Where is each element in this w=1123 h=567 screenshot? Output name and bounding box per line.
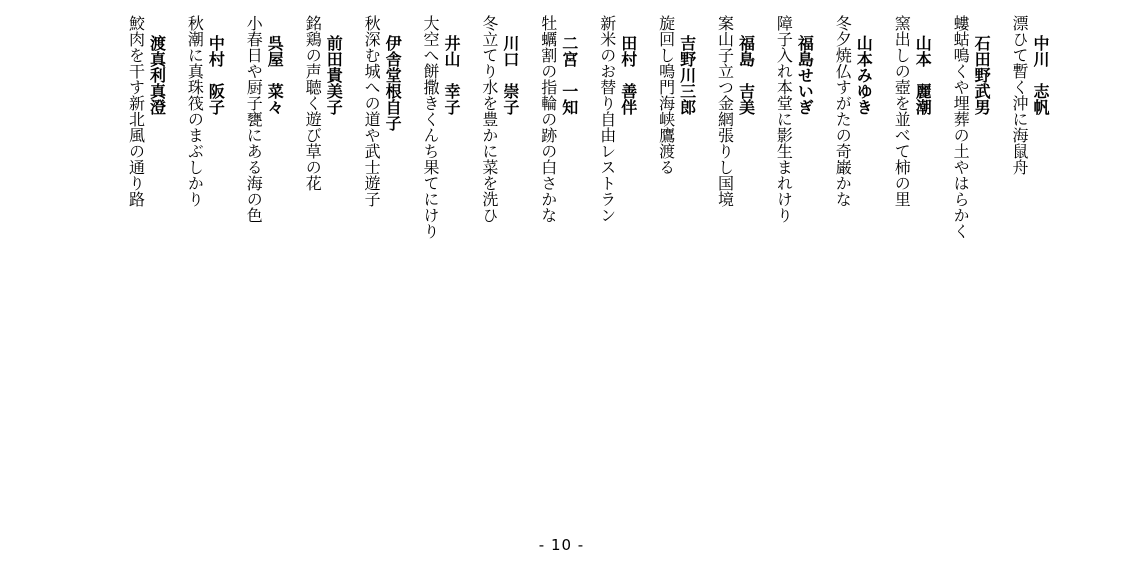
- poem-author: 渡真利真澄: [147, 35, 167, 115]
- poem-haiku: 新米のお替り自由レストラン: [597, 15, 617, 223]
- poem-haiku: 案山子立つ金網張りし国境: [715, 15, 735, 207]
- poem-author: 山本 麗潮: [913, 35, 933, 115]
- poem-author: 山本みゆき: [854, 35, 874, 115]
- poem-haiku: 鮫肉を干す新北風の通り路: [126, 15, 146, 207]
- poem-haiku: 秋潮に真珠筏のまぶしかり: [185, 15, 205, 207]
- poem-haiku: 漂ひて暫く沖に海鼠舟: [1010, 15, 1029, 175]
- poem-author: 井山 幸子: [442, 35, 461, 115]
- poem-author: 田村 善伴: [618, 35, 638, 115]
- poem-author: 中川 志帆: [1031, 35, 1050, 115]
- poem-haiku: 小春日や厨子甕にある海の色: [244, 15, 264, 223]
- poem-author: 吉野川三郎: [677, 35, 697, 115]
- poem-haiku: 牡蠣割の指輪の跡の白さかな: [538, 15, 558, 223]
- poem-haiku: 窯出しの壺を並べて柿の里: [892, 15, 912, 207]
- poem-haiku: 冬立てり水を豊かに菜を洗ひ: [479, 15, 499, 223]
- poem-author: 伊舎堂根自子: [383, 35, 403, 131]
- poem-author: 福島せいぎ: [795, 35, 815, 115]
- poem-haiku: 冬夕焼仏すがたの奇巌かな: [833, 15, 853, 207]
- poem-haiku: 大空へ餅撒きくんち果てにけり: [421, 15, 440, 239]
- poem-haiku: 障子入れ本堂に影生まれけり: [774, 15, 794, 223]
- poem-author: 二宮 一知: [559, 35, 579, 115]
- poem-author: 川口 崇子: [500, 35, 520, 115]
- poem-author: 福島 吉美: [736, 35, 756, 115]
- poem-haiku: 旋回し鳴門海峡鷹渡る: [656, 15, 676, 175]
- poem-author: 前田貴美子: [324, 35, 344, 115]
- poem-haiku: 秋深む城への道や武士遊子: [362, 15, 382, 207]
- poem-author: 中村 阪子: [206, 35, 226, 115]
- poem-haiku: 螻蛄鳴くや埋葬の土やはらかく: [951, 15, 971, 239]
- poem-author: 呉屋 菜々: [265, 35, 285, 115]
- poem-haiku: 銘鶏の声聴く遊び草の花: [303, 15, 323, 191]
- page-number: - 10 -: [538, 536, 585, 554]
- poem-author: 石田野武男: [972, 35, 992, 115]
